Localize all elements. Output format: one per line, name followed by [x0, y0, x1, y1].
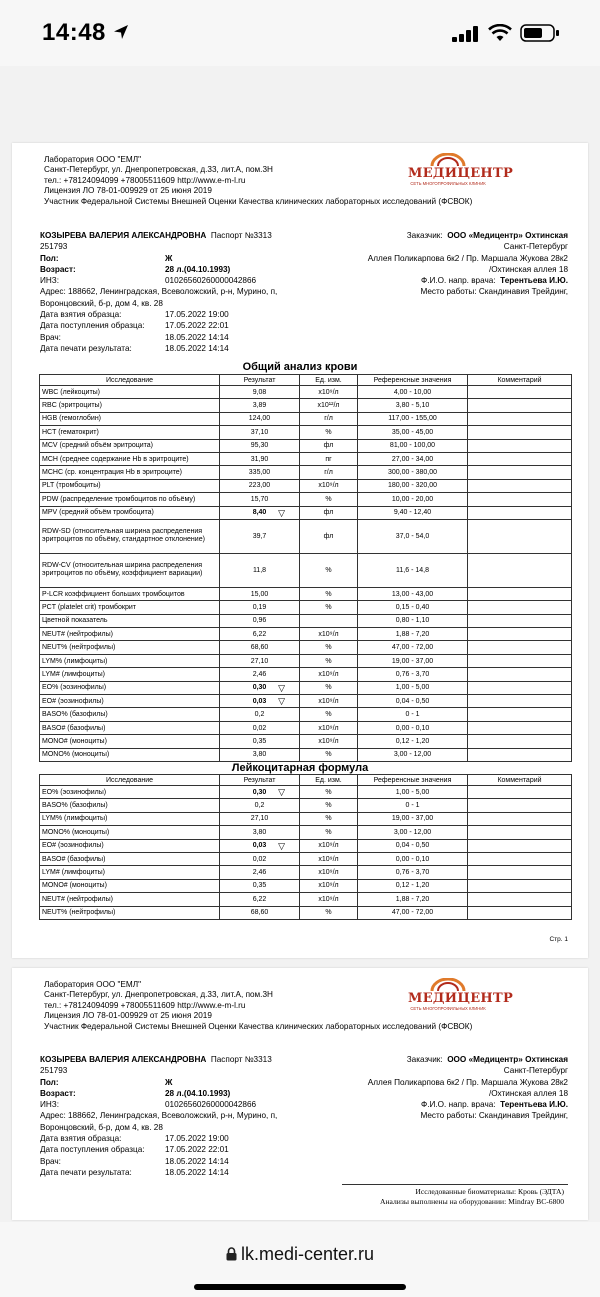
test-unit: %: [300, 748, 358, 761]
test-reference: 10,00 - 20,00: [358, 493, 468, 506]
test-comment: [468, 906, 572, 919]
test-reference: 13,00 - 43,00: [358, 587, 468, 600]
test-result: 0,35: [220, 735, 300, 748]
test-name: BASO% (базофилы): [40, 708, 220, 721]
table-row: [40, 466, 572, 479]
test-reference: 0 - 1: [358, 708, 468, 721]
test-unit: x10⁹/л: [300, 852, 358, 865]
test-comment: [468, 386, 572, 399]
test-unit: г/л: [300, 466, 358, 479]
lab-license: Лицензия ЛО 78-01-009929 от 25 июня 2019: [44, 186, 212, 196]
table-row: [40, 601, 572, 614]
patient-info: КОЗЫРЕВА ВАЛЕРИЯ АЛЕКСАНДРОВНА Паспорт №3313 251793 Пол: Ж Возраст: 28 л.(04.10.1993) ИНЗ: 01026560260000042866 Адрес: 188662, Ленинградская, Всеволожский, р-н, Мурино, п, Воронцовский, б-р, дом 4, кв. 28 Дата взятия образца: 17.05.2022 19:00 Дата поступления образца: 17.05.2022 22:01 Врач: 18.05.2022 14:14 Дата печати результата: 18.05.2022 14:14: [40, 1055, 278, 1177]
table-row: [40, 506, 572, 519]
test-reference: 1,00 - 5,00: [358, 786, 468, 799]
low-flag-icon: ▽: [278, 682, 285, 693]
test-result: 6,22: [220, 628, 300, 641]
test-comment: [468, 587, 572, 600]
test-result: 15,00: [220, 587, 300, 600]
test-reference: 117,00 - 155,00: [358, 412, 468, 425]
test-unit: %: [300, 826, 358, 839]
test-name: MCV (средний объём эритроцита): [40, 439, 220, 452]
test-name: EO# (эозинофилы): [40, 695, 220, 708]
test-comment: [468, 479, 572, 492]
home-indicator[interactable]: [194, 1284, 406, 1290]
test-result: 0,19: [220, 601, 300, 614]
test-unit: фл: [300, 519, 358, 553]
browser-bar: [0, 1222, 600, 1297]
test-name: WBC (лейкоциты): [40, 386, 220, 399]
table-row: [40, 479, 572, 492]
test-reference: 0,12 - 1,20: [358, 879, 468, 892]
test-name: MCH (среднее содержание Hb в эритроците): [40, 452, 220, 465]
patient-name: КОЗЫРЕВА ВАЛЕРИЯ АЛЕКСАНДРОВНА: [40, 231, 207, 240]
test-reference: 0,76 - 3,70: [358, 668, 468, 681]
test-name: BASO# (базофилы): [40, 721, 220, 734]
low-flag-icon: ▽: [278, 787, 285, 797]
test-unit: %: [300, 812, 358, 825]
test-reference: 19,00 - 37,00: [358, 812, 468, 825]
table-row: [40, 493, 572, 506]
test-reference: 9,40 - 12,40: [358, 506, 468, 519]
test-unit: %: [300, 493, 358, 506]
test-result: 0,02: [220, 721, 300, 734]
table-row: [40, 866, 572, 879]
table-row: [40, 906, 572, 919]
test-result: 68,60: [220, 641, 300, 654]
test-result: 0,03 ▽: [220, 839, 300, 852]
test-reference: 0,12 - 1,20: [358, 735, 468, 748]
table-row: [40, 587, 572, 600]
test-reference: 4,00 - 10,00: [358, 386, 468, 399]
test-comment: [468, 506, 572, 519]
table-row: [40, 412, 572, 425]
test-comment: [468, 466, 572, 479]
table-header: Исследование Результат Ед. изм. Референсные значения Комментарий: [40, 375, 572, 386]
test-result: 27,10: [220, 812, 300, 825]
test-reference: 19,00 - 37,00: [358, 654, 468, 667]
table-row: [40, 641, 572, 654]
lab-address: Санкт-Петербург, ул. Днепропетровская, д.33, лит.А, пом.3Н: [44, 165, 273, 175]
test-name: HGB (гемоглобин): [40, 412, 220, 425]
table-row: [40, 439, 572, 452]
table-row: [40, 879, 572, 892]
test-result: 335,00: [220, 466, 300, 479]
test-unit: фл: [300, 506, 358, 519]
test-unit: x10⁹/л: [300, 839, 358, 852]
test-name: PDW (распределение тромбоцитов по объёму): [40, 493, 220, 506]
table-row: [40, 721, 572, 734]
test-unit: x10⁹/л: [300, 695, 358, 708]
table-row: [40, 748, 572, 761]
test-result: 31,90: [220, 452, 300, 465]
blood-test-table: [39, 374, 572, 762]
test-name: NEUT# (нейтрофилы): [40, 628, 220, 641]
leuko-title: Лейкоцитарная формула: [231, 762, 369, 774]
table-row: [40, 799, 572, 812]
test-reference: 3,80 - 5,10: [358, 399, 468, 412]
test-unit: %: [300, 906, 358, 919]
test-comment: [468, 799, 572, 812]
test-reference: 3,00 - 12,00: [358, 826, 468, 839]
test-result: 0,30 ▽: [220, 786, 300, 799]
test-result: 0,35: [220, 879, 300, 892]
test-reference: 0,04 - 0,50: [358, 839, 468, 852]
test-reference: 300,00 - 380,00: [358, 466, 468, 479]
test-reference: 1,88 - 7,20: [358, 628, 468, 641]
test-comment: [468, 695, 572, 708]
table-row: [40, 628, 572, 641]
test-unit: x10⁹/л: [300, 893, 358, 906]
test-name: RDW-CV (относительная ширина распределения эритроцитов по объёму, коэффициент вариации): [40, 553, 220, 587]
test-comment: [468, 748, 572, 761]
test-reference: 1,00 - 5,00: [358, 681, 468, 694]
location-arrow-icon: [112, 23, 130, 41]
test-name: MONO# (моноциты): [40, 735, 220, 748]
test-name: MONO% (моноциты): [40, 826, 220, 839]
test-comment: [468, 839, 572, 852]
test-name: NEUT% (нейтрофилы): [40, 906, 220, 919]
test-comment: [468, 654, 572, 667]
table-row: [40, 852, 572, 865]
test-result: 95,30: [220, 439, 300, 452]
test-result: 8,40 ▽: [220, 506, 300, 519]
test-comment: [468, 826, 572, 839]
test-comment: [468, 866, 572, 879]
leuko-table: [39, 774, 572, 920]
test-name: PLT (тромбоциты): [40, 479, 220, 492]
table-row: [40, 519, 572, 553]
test-reference: 180,00 - 320,00: [358, 479, 468, 492]
test-name: NEUT% (нейтрофилы): [40, 641, 220, 654]
test-result: 0,03 ▽: [220, 695, 300, 708]
lock-icon: [226, 1247, 237, 1261]
test-comment: [468, 812, 572, 825]
test-name: PCT (platelet crit) тромбокрит: [40, 601, 220, 614]
table-header: Исследование Результат Ед. изм. Референсные значения Комментарий: [40, 775, 572, 786]
test-comment: [468, 412, 572, 425]
test-unit: x10⁹/л: [300, 879, 358, 892]
test-comment: [468, 426, 572, 439]
test-reference: 0,76 - 3,70: [358, 866, 468, 879]
test-name: EO% (эозинофилы): [40, 786, 220, 799]
test-comment: [468, 399, 572, 412]
battery-icon: [520, 24, 560, 42]
table-row: [40, 812, 572, 825]
table-row: [40, 786, 572, 799]
test-result: 223,00: [220, 479, 300, 492]
patient-info: КОЗЫРЕВА ВАЛЕРИЯ АЛЕКСАНДРОВНА Паспорт №3313 251793 Пол: Ж Возраст: 28 л.(04.10.1993) ИНЗ: 01026560260000042866 Адрес: 188662, Ленинградская, Всеволожский, р-н, Мурино, п, Воронцовский, б-р, дом 4, кв. 28 Дата взятия образца: 17.05.2022 19:00 Дата поступления образца: 17.05.2022 22:01 Врач: 18.05.2022 14:14 Дата печати результата: 18.05.2022 14:14: [40, 231, 278, 353]
table-row: [40, 386, 572, 399]
test-result: 3,80: [220, 826, 300, 839]
test-unit: %: [300, 641, 358, 654]
test-name: MONO% (моноциты): [40, 748, 220, 761]
test-unit: г/л: [300, 412, 358, 425]
result-page-2: [12, 968, 588, 1220]
table-row: [40, 654, 572, 667]
test-name: BASO% (базофилы): [40, 799, 220, 812]
medicenter-logo: МЕДИЦЕНТР СЕТЬ МНОГОПРОФИЛЬНЫХ КЛИНИК: [408, 153, 488, 191]
test-reference: 47,00 - 72,00: [358, 906, 468, 919]
test-result: 2,46: [220, 866, 300, 879]
low-flag-icon: ▽: [278, 507, 285, 518]
test-comment: [468, 786, 572, 799]
test-comment: [468, 641, 572, 654]
test-result: 0,2: [220, 799, 300, 812]
test-unit: x10⁹/л: [300, 386, 358, 399]
test-unit: %: [300, 799, 358, 812]
test-unit: x10⁹/л: [300, 628, 358, 641]
blood-test-title: Общий анализ крови: [242, 361, 358, 373]
customer-info: Заказчик: ООО «Медицентр» Охтинская Санкт-Петербург Аллея Поликарпова 6к2 / Пр. Маршала Жукова 28к2 /Охтинская аллея 18 Ф.И.О. напр. врача: Терентьева И.Ю. Место работы: Скандинавия Трейдинг,: [367, 231, 568, 297]
page-number: Стр. 1: [549, 936, 568, 943]
test-comment: [468, 852, 572, 865]
table-row: [40, 893, 572, 906]
test-reference: 0,00 - 0,10: [358, 852, 468, 865]
test-name: RBC (эритроциты): [40, 399, 220, 412]
test-unit: %: [300, 681, 358, 694]
cellular-signal-icon: [452, 26, 480, 42]
test-comment: [468, 735, 572, 748]
test-result: 2,46: [220, 668, 300, 681]
test-result: 15,70: [220, 493, 300, 506]
test-comment: [468, 628, 572, 641]
test-unit: %: [300, 553, 358, 587]
test-unit: x10⁹/л: [300, 479, 358, 492]
test-comment: [468, 452, 572, 465]
table-row: [40, 668, 572, 681]
table-row: [40, 553, 572, 587]
test-result: 0,2: [220, 708, 300, 721]
test-result: 0,02: [220, 852, 300, 865]
table-row: [40, 695, 572, 708]
test-reference: 0,04 - 0,50: [358, 695, 468, 708]
test-comment: [468, 708, 572, 721]
result-page-1: [12, 143, 588, 958]
test-result: 39,7: [220, 519, 300, 553]
test-reference: 0,00 - 0,10: [358, 721, 468, 734]
test-name: RDW-SD (относительная ширина распределения эритроцитов по объёму, стандартное отклонение): [40, 519, 220, 553]
test-name: EO% (эозинофилы): [40, 681, 220, 694]
test-unit: %: [300, 786, 358, 799]
test-name: HCT (гематокрит): [40, 426, 220, 439]
test-name: LYM# (лимфоциты): [40, 866, 220, 879]
test-name: MONO# (моноциты): [40, 879, 220, 892]
test-result: 11,8: [220, 553, 300, 587]
test-name: Цветной показатель: [40, 614, 220, 627]
test-unit: %: [300, 654, 358, 667]
url-text: lk.medi-center.ru: [240, 1244, 375, 1264]
test-name: P-LCR коэффициент больших тромбоцитов: [40, 587, 220, 600]
test-comment: [468, 601, 572, 614]
test-unit: фл: [300, 439, 358, 452]
lab-info: Лаборатория ООО "ЕМЛ" Санкт-Петербург, ул. Днепропетровская, д.33, лит.А, пом.3Н тел.: +78124094099 +78005511609 http://www.e-m-l.ru Лицензия ЛО 78-01-009929 от 25 июня 2019 Участник Федеральной Системы Внешней Оценки Качества клинических лабораторных исследований (ФСВОК): [44, 980, 473, 1031]
customer-info: Заказчик: ООО «Медицентр» Охтинская Санкт-Петербург Аллея Поликарпова 6к2 / Пр. Маршала Жукова 28к2 /Охтинская аллея 18 Ф.И.О. напр. врача: Терентьева И.Ю. Место работы: Скандинавия Трейдинг,: [367, 1055, 568, 1121]
lab-contacts: тел.: +78124094099 +78005511609 http://www.e-m-l.ru: [44, 175, 246, 185]
test-name: LYM% (лимфоциты): [40, 812, 220, 825]
low-flag-icon: ▽: [278, 696, 285, 707]
test-reference: 0 - 1: [358, 799, 468, 812]
test-unit: [300, 614, 358, 627]
address-bar[interactable]: [0, 1244, 600, 1265]
test-unit: x10⁹/л: [300, 866, 358, 879]
table-row: [40, 452, 572, 465]
test-unit: x10⁹/л: [300, 721, 358, 734]
test-unit: %: [300, 426, 358, 439]
biomaterial-info: Исследованные биоматериалы: Кровь (ЭДТА) Анализы выполнены на оборудовании: Mindray BC-6800: [380, 1187, 564, 1206]
test-unit: x10⁹/л: [300, 668, 358, 681]
low-flag-icon: ▽: [278, 840, 285, 851]
test-comment: [468, 668, 572, 681]
test-name: MCHC (ср. концентрация Hb в эритроците): [40, 466, 220, 479]
test-reference: 11,6 - 14,8: [358, 553, 468, 587]
lab-fsvok: Участник Федеральной Системы Внешней Оценки Качества клинических лабораторных исследований (ФСВОК): [44, 196, 473, 206]
test-name: NEUT# (нейтрофилы): [40, 893, 220, 906]
test-name: MPV (средний объём тромбоцита): [40, 506, 220, 519]
test-result: 6,22: [220, 893, 300, 906]
test-reference: 0,15 - 0,40: [358, 601, 468, 614]
test-name: BASO# (базофилы): [40, 852, 220, 865]
test-result: 0,30 ▽: [220, 681, 300, 694]
test-result: 9,08: [220, 386, 300, 399]
test-unit: %: [300, 587, 358, 600]
test-reference: 3,00 - 12,00: [358, 748, 468, 761]
table-row: [40, 839, 572, 852]
status-bar: [0, 0, 600, 66]
table-row: [40, 735, 572, 748]
table-row: [40, 399, 572, 412]
test-unit: x10⁹/л: [300, 735, 358, 748]
table-row: [40, 614, 572, 627]
test-comment: [468, 893, 572, 906]
test-result: 27,10: [220, 654, 300, 667]
lab-name: Лаборатория ООО "ЕМЛ": [44, 155, 141, 164]
status-time: 14:48: [42, 19, 106, 46]
test-result: 124,00: [220, 412, 300, 425]
table-row: [40, 681, 572, 694]
test-unit: %: [300, 601, 358, 614]
test-reference: 0,80 - 1,10: [358, 614, 468, 627]
test-name: LYM# (лимфоциты): [40, 668, 220, 681]
test-comment: [468, 681, 572, 694]
table-row: [40, 826, 572, 839]
wifi-icon: [488, 24, 512, 42]
test-comment: [468, 721, 572, 734]
test-result: 68,60: [220, 906, 300, 919]
test-reference: 81,00 - 100,00: [358, 439, 468, 452]
test-unit: пг: [300, 452, 358, 465]
test-reference: 37,0 - 54,0: [358, 519, 468, 553]
test-comment: [468, 493, 572, 506]
table-row: [40, 708, 572, 721]
test-name: LYM% (лимфоциты): [40, 654, 220, 667]
test-comment: [468, 614, 572, 627]
test-unit: x10¹²/л: [300, 399, 358, 412]
test-reference: 27,00 - 34,00: [358, 452, 468, 465]
test-result: 37,10: [220, 426, 300, 439]
test-reference: 35,00 - 45,00: [358, 426, 468, 439]
test-result: 3,80: [220, 748, 300, 761]
test-name: EO# (эозинофилы): [40, 839, 220, 852]
test-comment: [468, 553, 572, 587]
test-reference: 1,88 - 7,20: [358, 893, 468, 906]
test-comment: [468, 519, 572, 553]
test-result: 0,96: [220, 614, 300, 627]
test-unit: %: [300, 708, 358, 721]
table-row: [40, 426, 572, 439]
test-reference: 47,00 - 72,00: [358, 641, 468, 654]
test-result: 3,89: [220, 399, 300, 412]
test-comment: [468, 879, 572, 892]
divider: [342, 1184, 568, 1185]
medicenter-logo: МЕДИЦЕНТР СЕТЬ МНОГОПРОФИЛЬНЫХ КЛИНИК: [408, 978, 488, 1016]
test-comment: [468, 439, 572, 452]
